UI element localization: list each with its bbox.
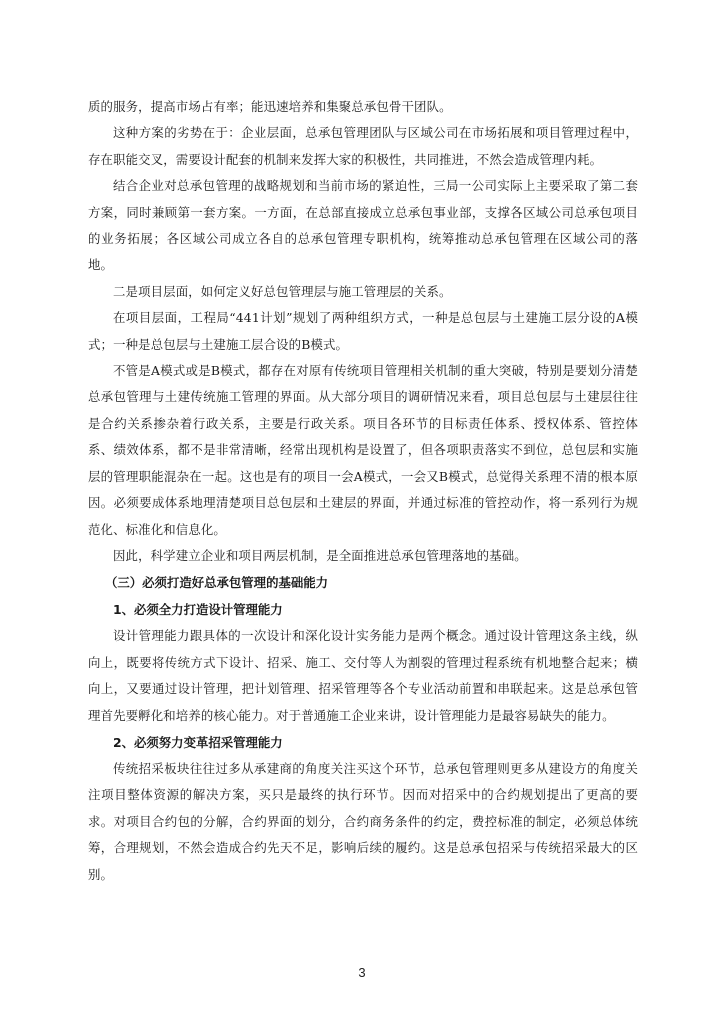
paragraph-continuation: 质的服务，提高市场占有率；能迅速培养和集聚总承包骨干团队。 <box>88 99 452 114</box>
page-number: 3 <box>358 965 366 980</box>
paragraph-441-plan: 在项目层面，工程局“441计划”规划了两种组织方式，一种是总包层与土建施工层分设的A模式；一种是总包层与土建施工层合设的B模式。 <box>88 310 638 352</box>
paragraph-design-management: 设计管理能力跟具体的一次设计和深化设计实务能力是两个概念。通过设计管理这条主线，纵向上，既要将传统方式下设计、招采、施工、交付等人为割裂的管理过程系统有机地整合起来；横向上，又要通过设计管理，把计划管理、招采管理等各个专业活动前置和串联起来。这是总承包管理首先要孵化和培养的核心能力。对于普通施工企业来讲，设计管理能力是最容易缺失的能力。 <box>88 628 638 723</box>
document-body <box>88 94 638 888</box>
paragraph-ab-mode: 不管是A模式或是B模式，都存在对原有传统项目管理相关机制的重大突破，特别是要划分清楚总承包管理与土建传统施工管理的界面。从大部分项目的调研情况来看，项目总包层与土建层往往是合约关系掺杂着行政关系，主要是行政关系。项目各环节的目标责任体系、授权体系、管控体系、绩效体系，都不是非常清晰，经常出现机构是设置了，但各项职责落实不到位，总包层和实施层的管理职能混杂在一起。这也是有的项目一会A模式，一会又B模式，总觉得关系理不清的根本原因。必须要成体系地理清楚项目总包层和土建层的界面，并通过标准的管控动作，将一系列行为规范化、标准化和信息化。 <box>88 363 638 537</box>
subheading-procurement: 2、必须努力变革招采管理能力 <box>113 734 283 750</box>
subheading-design-management: 1、必须全力打造设计管理能力 <box>113 602 283 618</box>
paragraph-disadvantage: 这种方案的劣势在于：企业层面，总承包管理团队与区域公司在市场拓展和项目管理过程中，存在职能交叉，需要设计配套的机制来发挥大家的积极性，共同推进，不然会造成管理内耗。 <box>88 125 638 167</box>
paragraph-project-level: 二是项目层面，如何定义好总包管理层与施工管理层的关系。 <box>113 283 452 299</box>
paragraph-strategy: 结合企业对总承包管理的战略规划和当前市场的紧迫性，三局一公司实际上主要采取了第二套方案，同时兼顾第一套方案。一方面，在总部直接成立总承包事业部，支撑各区域公司总承包项目的业务拓展；各区域公司成立各自的总承包管理专职机构，统筹推动总承包管理在区域公司的落地。 <box>88 178 638 273</box>
paragraph-procurement: 传统招采板块往往过多从承建商的角度关注买这个环节，总承包管理则更多从建设方的角度关注项目整体资源的解决方案，买只是最终的执行环节。因而对招采中的合约规划提出了更高的要求。对项目合约包的分解，合约界面的划分，合约商务条件的约定，费控标准的制定，必须总体统筹，合理规划，不然会造成合约先天不足，影响后续的履约。这是总承包招采与传统招采最大的区别。 <box>88 760 638 882</box>
paragraph-conclusion: 因此，科学建立企业和项目两层机制，是全面推进总承包管理落地的基础。 <box>113 547 527 563</box>
section-heading-3: （三）必须打造好总承包管理的基础能力 <box>105 575 329 591</box>
